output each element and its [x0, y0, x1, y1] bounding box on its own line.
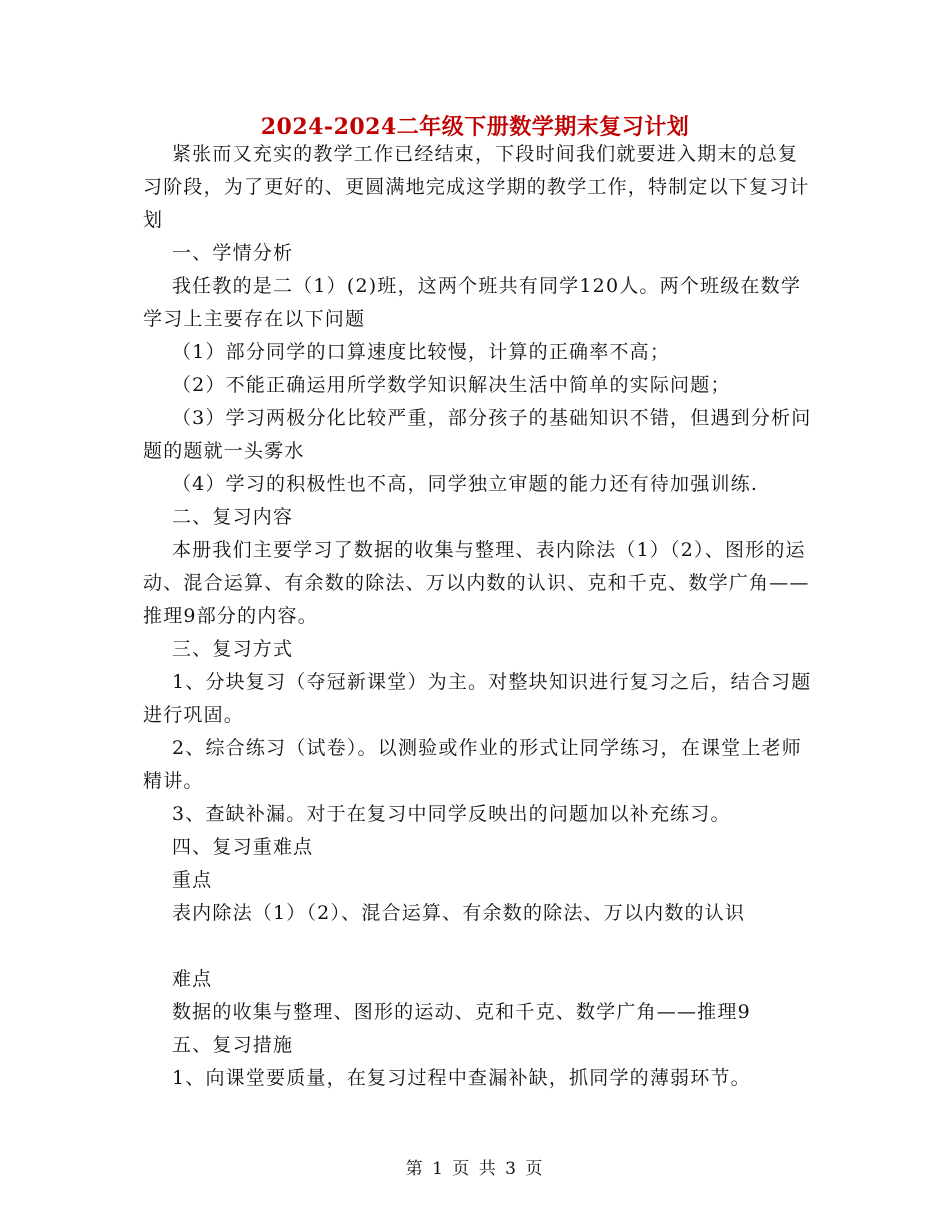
difficult-points-text: 数据的收集与整理、图形的运动、克和千克、数学广角——推理9 [143, 1001, 751, 1023]
problem-item-2: （2）不能正确运用所学数学知识解决生活中简单的实际问题； [143, 374, 731, 396]
section-heading-4: 四、复习重难点 [143, 836, 314, 858]
problem-item-4: （4）学习的积极性也不高，同学独立审题的能力还有待加强训练. [143, 473, 759, 495]
section-heading-5: 五、复习措施 [143, 1034, 294, 1056]
page-footer: 第 1 页 共 3 页 [405, 1159, 545, 1179]
analysis-paragraph: 我任教的是二（1）(2)班，这两个班共有同学120人。两个班级在数学学习上主要存在以下问题 [143, 275, 802, 330]
section-heading-1: 一、学情分析 [143, 242, 294, 264]
problem-item-1: （1）部分同学的口算速度比较慢，计算的正确率不高； [143, 341, 671, 363]
method-item-1: 1、分块复习（夺冠新课堂）为主。对整块知识进行复习之后，结合习题进行巩固。 [143, 671, 812, 726]
document-title: 2024-2024二年级下册数学期末复习计划 [260, 114, 690, 140]
intro-paragraph: 紧张而又充实的教学工作已经结束，下段时间我们就要进入期末的总复习阶段，为了更好的、更圆满地完成这学期的教学工作，特制定以下复习计划 [143, 143, 810, 231]
difficult-points-label: 难点 [143, 968, 213, 990]
key-points-label: 重点 [143, 869, 213, 891]
measure-item-1: 1、向课堂要质量，在复习过程中查漏补缺，抓同学的薄弱环节。 [143, 1067, 751, 1089]
problem-item-3: （3）学习两极分化比较严重，部分孩子的基础知识不错，但遇到分析问题的题就一头雾水 [143, 407, 812, 462]
section-heading-3: 三、复习方式 [143, 638, 294, 660]
content-paragraph: 本册我们主要学习了数据的收集与整理、表内除法（1）（2）、图形的运动、混合运算、有余数的除法、万以内数的认识、克和千克、数学广角——推理9部分的内容。 [143, 539, 810, 627]
section-heading-2: 二、复习内容 [143, 506, 294, 528]
key-points-text: 表内除法（1）（2）、混合运算、有余数的除法、万以内数的认识 [143, 902, 746, 924]
method-item-3: 3、查缺补漏。对于在复习中同学反映出的问题加以补充练习。 [143, 803, 731, 825]
method-item-2: 2、综合练习（试卷）。以测验或作业的形式让同学练习，在课堂上老师精讲。 [143, 737, 802, 792]
